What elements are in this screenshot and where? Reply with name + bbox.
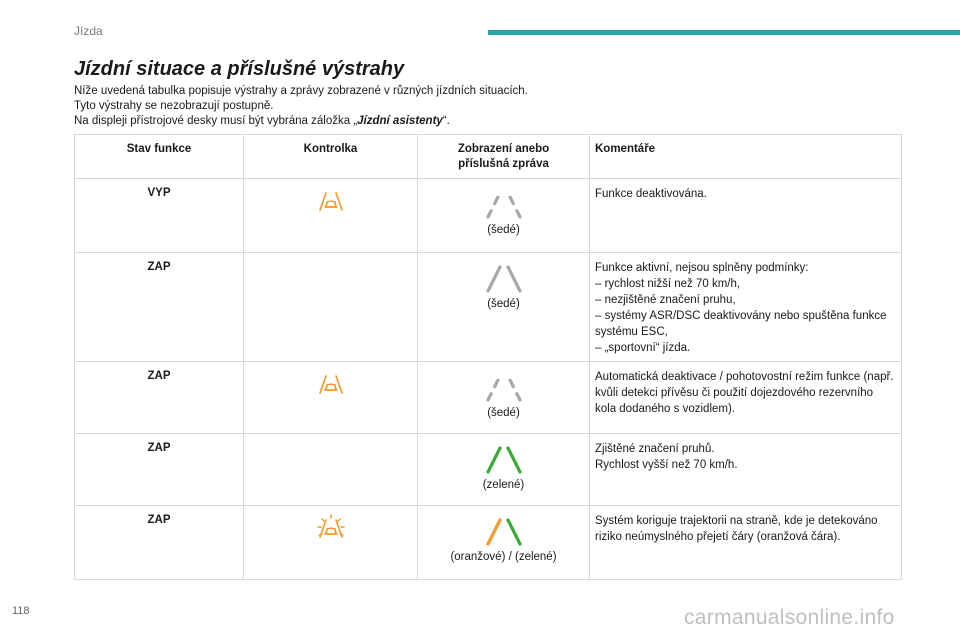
table-header-row <box>75 135 902 179</box>
display-label: (zelené) <box>482 479 525 491</box>
indicator-cell <box>244 179 418 253</box>
warnings-table <box>74 134 902 580</box>
state-cell: VYP <box>75 179 244 253</box>
comment-cell <box>590 506 902 580</box>
lane-lines-icon <box>472 445 536 475</box>
comment-cell <box>590 179 902 253</box>
column-header-comments: Komentáře <box>590 135 902 179</box>
comment-line: riziko neúmyslného přejetí čáry (oranžová čára). <box>595 531 841 543</box>
lane-warning-icon <box>317 187 345 213</box>
comment-line: Systém koriguje trajektorii na straně, kde je detekováno <box>595 515 878 527</box>
display-label: (oranžové) / (zelené) <box>450 551 557 563</box>
comment-line: Automatická deaktivace / pohotovostní režim funkce (např. <box>595 371 894 383</box>
lane-lines-icon <box>472 264 536 294</box>
comment-line: kola dodaného s vozidlem). <box>595 403 735 415</box>
indicator-cell <box>244 362 418 434</box>
watermark: carmanualsonline.info <box>684 606 895 629</box>
comment-line: – systémy ASR/DSC deaktivovány nebo spuštěna funkce <box>595 310 887 322</box>
indicator-cell <box>244 253 418 362</box>
table-row <box>75 506 902 580</box>
comment-line: Funkce aktivní, nejsou splněny podmínky: <box>595 262 809 274</box>
lane-warning-icon <box>317 370 345 396</box>
display-label: (šedé) <box>487 407 520 419</box>
section-label: Jízda <box>74 24 103 38</box>
comment-cell <box>590 253 902 362</box>
tab-name: Jízdní asistenty <box>357 115 443 127</box>
comment-line: Rychlost vyšší než 70 km/h. <box>595 459 738 471</box>
indicator-cell <box>244 506 418 580</box>
column-header-display-text: Zobrazení anebo příslušná zpráva <box>457 143 550 170</box>
lane-warning-icon <box>317 514 345 540</box>
comment-cell <box>590 362 902 434</box>
intro-line <box>74 114 874 129</box>
display-cell <box>418 506 590 580</box>
indicator-cell <box>244 434 418 506</box>
table-row <box>75 362 902 434</box>
state-cell: ZAP <box>75 506 244 580</box>
table-row <box>75 179 902 253</box>
state-cell: ZAP <box>75 434 244 506</box>
section-accent-bar <box>488 30 960 35</box>
display-label: (šedé) <box>487 298 520 310</box>
table-row <box>75 434 902 506</box>
display-cell <box>418 253 590 362</box>
intro-line: Tyto výstrahy se nezobrazují postupně. <box>74 100 274 112</box>
display-label: (šedé) <box>487 224 520 236</box>
lane-lines-icon <box>472 517 536 547</box>
table-row <box>75 253 902 362</box>
display-cell <box>418 434 590 506</box>
lane-lines-icon <box>472 190 536 220</box>
intro-text-fragment: “. <box>442 115 450 127</box>
comment-line: kvůli detekci přívěsu či použití dojezdového rezervního <box>595 387 874 399</box>
page-title: Jízdní situace a příslušné výstrahy <box>74 58 405 80</box>
comment-line: – rychlost nižší než 70 km/h, <box>595 278 741 290</box>
state-cell: ZAP <box>75 362 244 434</box>
comment-line: – nezjištěné značení pruhu, <box>595 294 736 306</box>
lane-lines-icon <box>472 373 536 403</box>
display-cell <box>418 362 590 434</box>
intro-text-fragment: Na displeji přístrojové desky musí být vybrána záložka „ <box>74 115 358 127</box>
comment-line: systému ESC, <box>595 326 668 338</box>
comment-line: Zjištěné značení pruhů. <box>595 443 715 455</box>
state-cell: ZAP <box>75 253 244 362</box>
display-cell <box>418 179 590 253</box>
comment-cell <box>590 434 902 506</box>
comment-line: Funkce deaktivována. <box>595 188 707 200</box>
comment-line: – „sportovní“ jízda. <box>595 342 691 354</box>
column-header-display <box>418 135 590 179</box>
page-number: 118 <box>12 605 30 617</box>
intro-line: Níže uvedená tabulka popisuje výstrahy a zprávy zobrazené v různých jízdních situacích. <box>74 85 528 97</box>
intro-text <box>74 84 874 129</box>
column-header-state: Stav funkce <box>75 135 244 179</box>
column-header-indicator: Kontrolka <box>244 135 418 179</box>
